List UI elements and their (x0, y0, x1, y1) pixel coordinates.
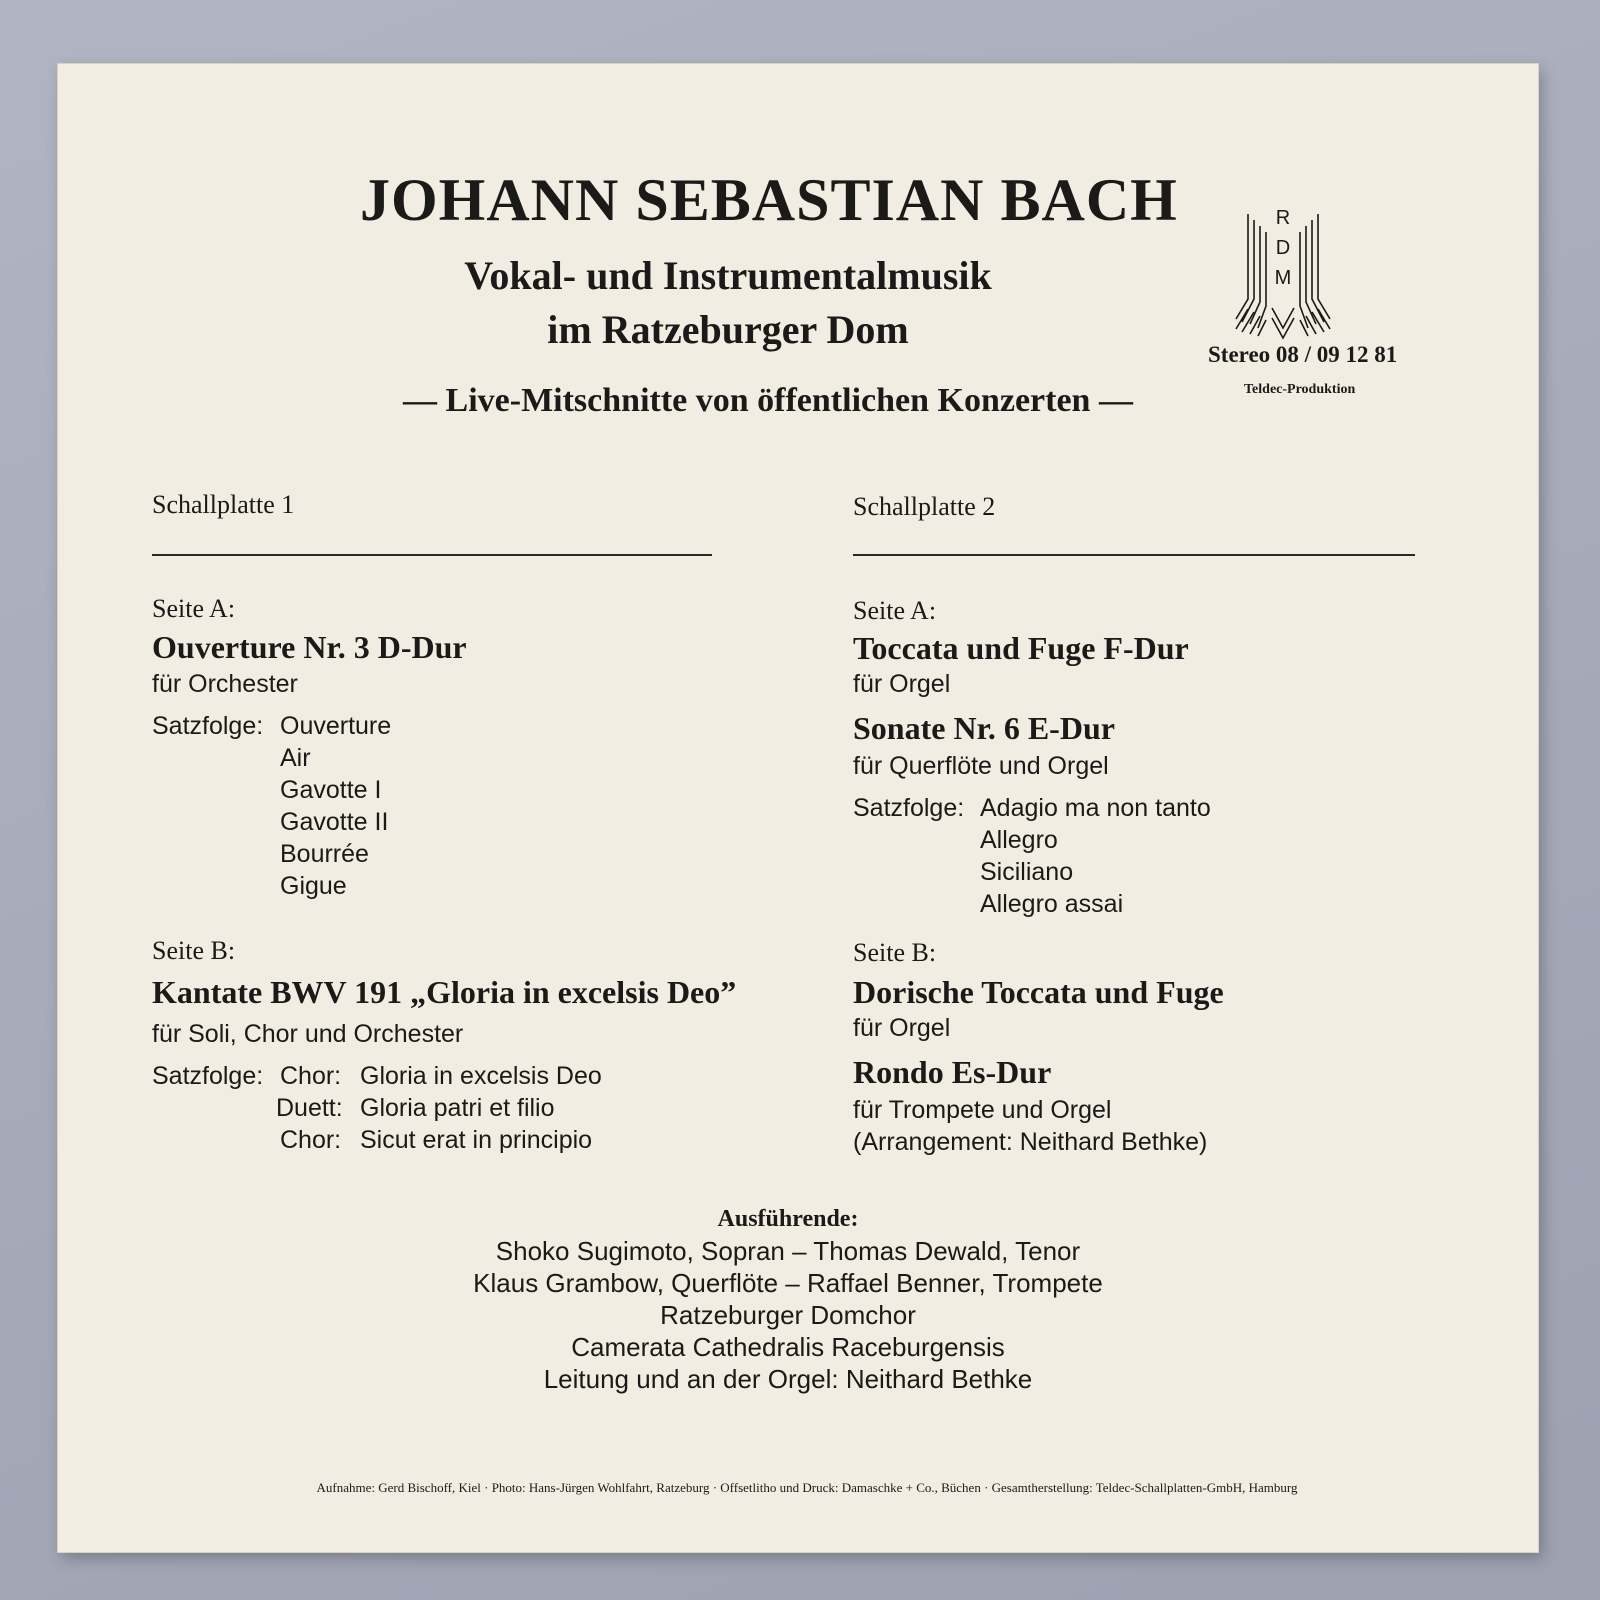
record-1-side-a-label: Seite A: (152, 594, 236, 623)
rdm-logo-icon (1228, 204, 1338, 344)
movement-item: Siciliano (980, 858, 1074, 886)
movement-voice: Duett: (276, 1094, 343, 1122)
record-2-side-b-label: Seite B: (853, 938, 937, 967)
record-2-side-a-work-1: Toccata und Fuge F-Dur (853, 630, 1189, 666)
subtitle-line-2: im Ratzeburger Dom (547, 307, 909, 352)
performer-line: Klaus Grambow, Querflöte – Raffael Benner, Trompete (473, 1268, 1103, 1298)
performer-line: Ratzeburger Domchor (660, 1300, 916, 1330)
movement-item: Sicut erat in principio (360, 1126, 593, 1154)
record-1-side-a-scoring: für Orchester (152, 670, 298, 698)
record-1-divider (152, 554, 712, 556)
movement-item: Bourrée (280, 840, 369, 868)
logo-letter-d: D (1275, 237, 1291, 259)
movement-item: Allegro assai (980, 890, 1124, 918)
performers-heading: Ausführende: (717, 1206, 859, 1232)
record-2-side-a-scoring-2: für Querflöte und Orgel (853, 752, 1109, 780)
movement-item: Gloria in excelsis Deo (360, 1062, 602, 1090)
performer-line: Camerata Cathedralis Raceburgensis (571, 1332, 1005, 1362)
record-1-side-a-movements-label: Satzfolge: (152, 712, 264, 740)
record-2-side-b-scoring-1: für Orgel (853, 1014, 951, 1042)
record-1-label: Schallplatte 1 (152, 490, 295, 519)
record-2-divider (853, 554, 1415, 556)
record-1-side-b-movements-label: Satzfolge: (152, 1062, 264, 1090)
credits-line: Aufnahme: Gerd Bischoff, Kiel · Photo: Hans-Jürgen Wohlfahrt, Ratzeburg · Offsetlitho und Druck: Damaschke + Co., Büchen · Gesamtherstellung: Teldec-Schallplatten-GmbH, Hamburg (316, 1480, 1298, 1495)
catalog-number: Stereo 08 / 09 12 81 (1208, 342, 1398, 367)
record-2-side-b-arrangement: (Arrangement: Neithard Bethke) (853, 1128, 1208, 1156)
composer-title: JOHANN SEBASTIAN BACH (360, 167, 1178, 233)
production-label: Teldec-Produktion (1244, 382, 1356, 397)
record-1-side-b-label: Seite B: (152, 936, 236, 965)
movement-item: Ouverture (280, 712, 392, 740)
movement-item: Allegro (980, 826, 1058, 854)
record-2-side-a-label: Seite A: (853, 596, 937, 625)
record-2-side-a-movements-label: Satzfolge: (853, 794, 965, 822)
performer-line: Shoko Sugimoto, Sopran – Thomas Dewald, Tenor (495, 1236, 1081, 1266)
record-2-side-a-work-2: Sonate Nr. 6 E-Dur (853, 710, 1115, 746)
live-note: — Live-Mitschnitte von öffentlichen Konzerten — (403, 382, 1133, 419)
record-2-label: Schallplatte 2 (853, 492, 996, 521)
movement-item: Adagio ma non tanto (980, 794, 1211, 822)
movement-item: Gavotte II (280, 808, 389, 836)
record-1-side-b-work: Kantate BWV 191 „Gloria in excelsis Deo” (152, 974, 737, 1010)
record-1-side-a-work: Ouverture Nr. 3 D-Dur (152, 629, 467, 665)
performer-line: Leitung und an der Orgel: Neithard Bethke (543, 1364, 1033, 1394)
movement-voice: Chor: (280, 1062, 342, 1090)
record-2-side-b-scoring-2: für Trompete und Orgel (853, 1096, 1112, 1124)
subtitle-line-1: Vokal- und Instrumentalmusik (464, 253, 992, 298)
movement-item: Gavotte I (280, 776, 382, 804)
movement-item: Air (280, 744, 311, 772)
movement-voice: Chor: (280, 1126, 342, 1154)
logo-letter-m: M (1274, 267, 1292, 289)
record-sleeve-back (58, 64, 1538, 1552)
record-1-side-b-scoring: für Soli, Chor und Orchester (152, 1020, 464, 1048)
record-2-side-b-work-2: Rondo Es-Dur (853, 1054, 1052, 1090)
record-2-side-a-scoring-1: für Orgel (853, 670, 951, 698)
movement-item: Gigue (280, 872, 347, 900)
logo-letter-r: R (1275, 207, 1291, 229)
record-2-side-b-work-1: Dorische Toccata und Fuge (853, 974, 1224, 1010)
movement-item: Gloria patri et filio (360, 1094, 555, 1122)
